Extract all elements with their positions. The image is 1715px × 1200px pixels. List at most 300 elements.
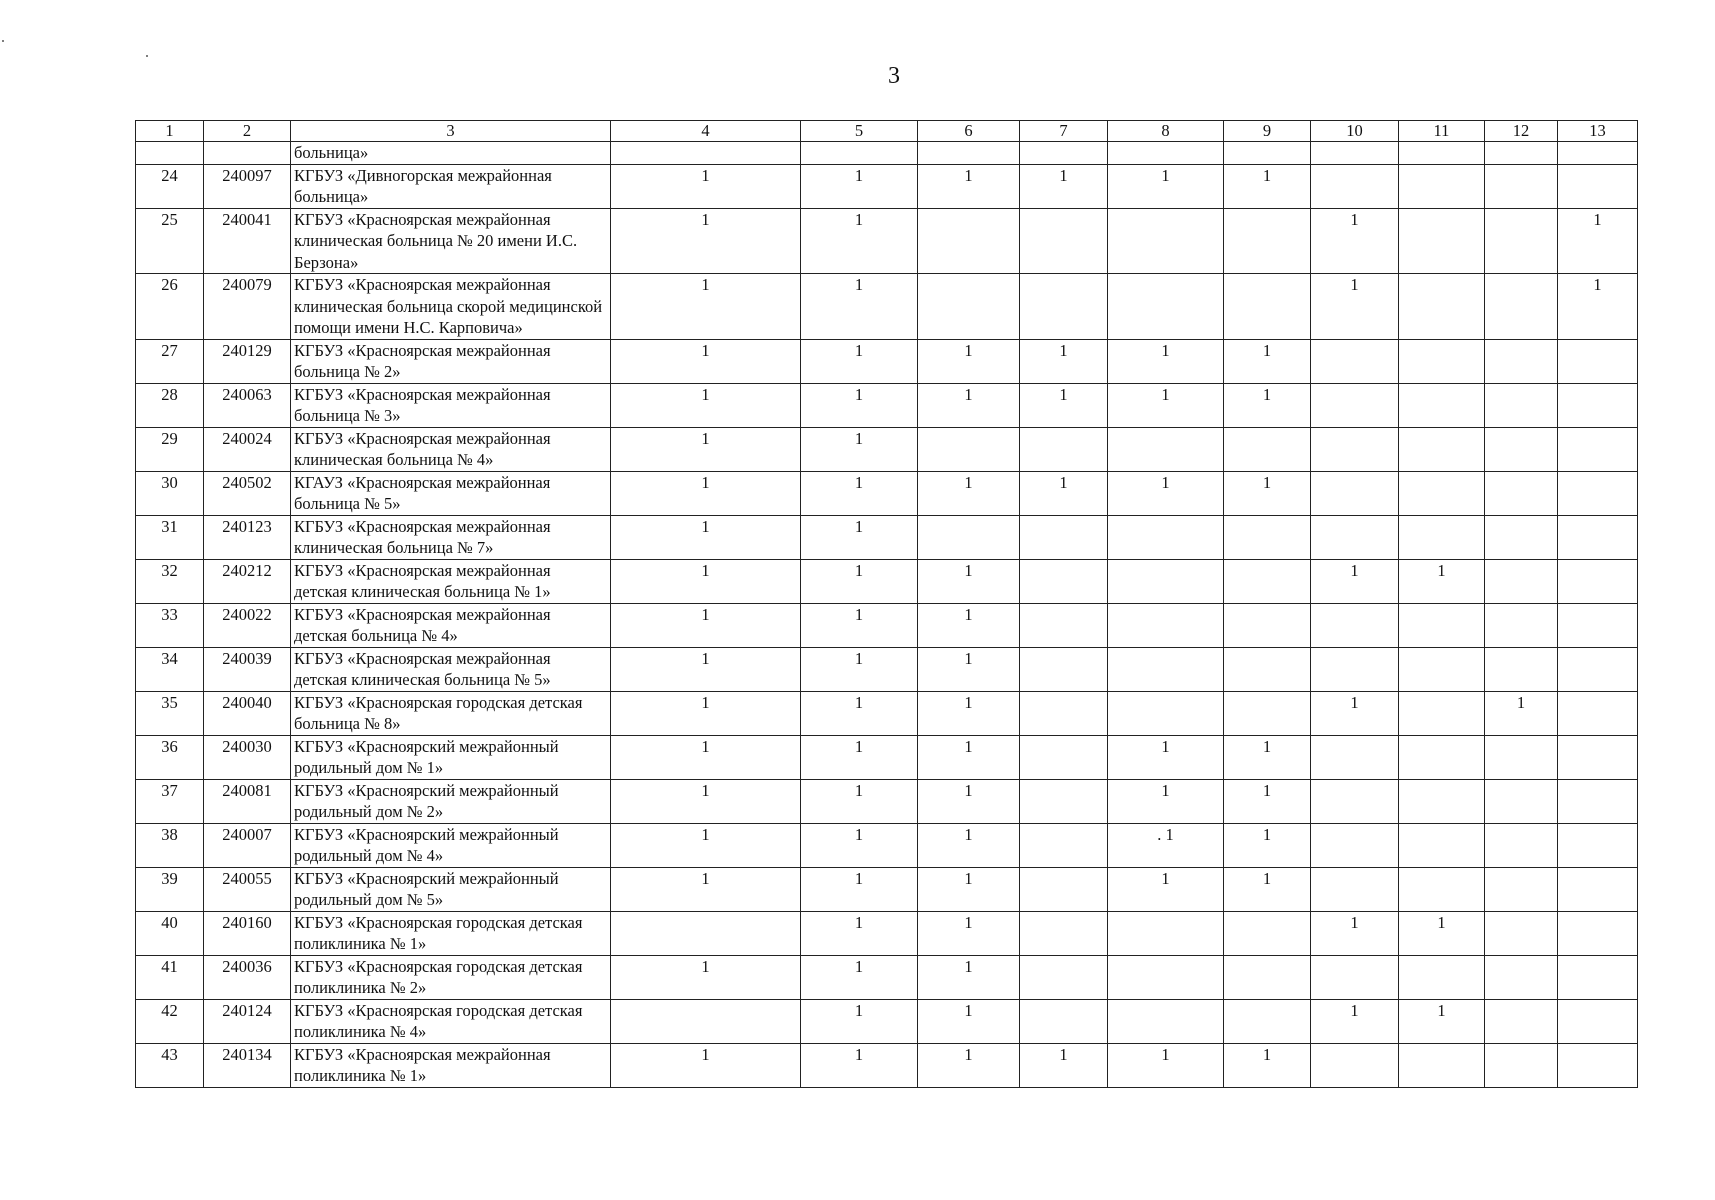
- flag-cell-col-4: [611, 911, 801, 955]
- column-header-9: 9: [1224, 121, 1311, 142]
- flag-cell-col-6: 1: [918, 339, 1020, 383]
- row-number: 33: [136, 603, 204, 647]
- flag-cell-col-13: [1558, 427, 1638, 471]
- flag-cell-col-8: [1108, 208, 1224, 274]
- flag-cell-col-5: 1: [801, 383, 918, 427]
- table-row: [136, 142, 1638, 165]
- flag-cell-col-8: 1: [1108, 164, 1224, 208]
- flag-cell-col-12: [1485, 735, 1558, 779]
- flag-cell-col-7: [1020, 603, 1108, 647]
- flag-cell-col-5: 1: [801, 208, 918, 274]
- flag-cell-col-5: 1: [801, 911, 918, 955]
- flag-cell-col-6: 1: [918, 955, 1020, 999]
- flag-cell-col-9: 1: [1224, 735, 1311, 779]
- flag-cell-col-7: [1020, 735, 1108, 779]
- flag-cell-col-12: [1485, 1043, 1558, 1087]
- column-header-11: 11: [1399, 121, 1485, 142]
- flag-cell-col-4: 1: [611, 208, 801, 274]
- flag-cell-col-11: [1399, 142, 1485, 165]
- flag-cell-col-4: 1: [611, 867, 801, 911]
- flag-cell-col-11: [1399, 603, 1485, 647]
- row-number: 27: [136, 339, 204, 383]
- organization-code: 240022: [204, 603, 291, 647]
- flag-cell-col-10: 1: [1311, 691, 1399, 735]
- organization-name: КГБУЗ «Красноярская межрайонная клиническая больница скорой медицинской помощи имени Н.С. Карповича»: [291, 274, 611, 340]
- row-number: 30: [136, 471, 204, 515]
- flag-cell-col-6: 1: [918, 383, 1020, 427]
- flag-cell-col-13: [1558, 867, 1638, 911]
- organization-code: 240007: [204, 823, 291, 867]
- flag-cell-col-10: 1: [1311, 208, 1399, 274]
- flag-cell-col-9: 1: [1224, 779, 1311, 823]
- flag-cell-col-10: [1311, 779, 1399, 823]
- row-number: 31: [136, 515, 204, 559]
- flag-cell-col-11: 1: [1399, 999, 1485, 1043]
- flag-cell-col-11: [1399, 691, 1485, 735]
- flag-cell-col-5: 1: [801, 274, 918, 340]
- flag-cell-col-9: [1224, 515, 1311, 559]
- flag-cell-col-11: 1: [1399, 559, 1485, 603]
- flag-cell-col-5: [801, 142, 918, 165]
- row-number: 41: [136, 955, 204, 999]
- table-row: [136, 955, 1638, 999]
- flag-cell-col-6: 1: [918, 779, 1020, 823]
- flag-cell-col-8: [1108, 427, 1224, 471]
- flag-cell-col-10: [1311, 603, 1399, 647]
- flag-cell-col-10: [1311, 164, 1399, 208]
- flag-cell-col-6: 1: [918, 603, 1020, 647]
- flag-cell-col-9: [1224, 603, 1311, 647]
- flag-cell-col-8: [1108, 647, 1224, 691]
- flag-cell-col-10: [1311, 867, 1399, 911]
- flag-cell-col-7: [1020, 823, 1108, 867]
- flag-cell-col-8: [1108, 142, 1224, 165]
- organization-name: КГБУЗ «Красноярский межрайонный родильный дом № 1»: [291, 735, 611, 779]
- organization-code: 240039: [204, 647, 291, 691]
- organization-code: 240040: [204, 691, 291, 735]
- flag-cell-col-7: [1020, 274, 1108, 340]
- flag-cell-col-8: 1: [1108, 867, 1224, 911]
- flag-cell-col-8: 1: [1108, 779, 1224, 823]
- flag-cell-col-9: [1224, 427, 1311, 471]
- flag-cell-col-11: [1399, 383, 1485, 427]
- flag-cell-col-5: 1: [801, 955, 918, 999]
- table-row: [136, 208, 1638, 274]
- flag-cell-col-6: [918, 427, 1020, 471]
- column-header-1: 1: [136, 121, 204, 142]
- flag-cell-col-7: [1020, 559, 1108, 603]
- flag-cell-col-11: [1399, 515, 1485, 559]
- table-row: [136, 515, 1638, 559]
- table-row: [136, 471, 1638, 515]
- column-header-12: 12: [1485, 121, 1558, 142]
- flag-cell-col-9: 1: [1224, 339, 1311, 383]
- flag-cell-col-7: [1020, 427, 1108, 471]
- organization-name: КГБУЗ «Красноярская межрайонная больница № 2»: [291, 339, 611, 383]
- organization-name: КГБУЗ «Красноярская межрайонная больница № 3»: [291, 383, 611, 427]
- column-header-6: 6: [918, 121, 1020, 142]
- table-row: [136, 735, 1638, 779]
- flag-cell-col-7: 1: [1020, 339, 1108, 383]
- flag-cell-col-5: 1: [801, 427, 918, 471]
- table-row: [136, 339, 1638, 383]
- flag-cell-col-10: [1311, 471, 1399, 515]
- flag-cell-col-7: 1: [1020, 471, 1108, 515]
- row-number: 32: [136, 559, 204, 603]
- flag-cell-col-8: . 1: [1108, 823, 1224, 867]
- flag-cell-col-13: [1558, 339, 1638, 383]
- organization-name: КГБУЗ «Красноярская городская детская поликлиника № 1»: [291, 911, 611, 955]
- row-number: 37: [136, 779, 204, 823]
- organization-name: КГБУЗ «Красноярский межрайонный родильный дом № 4»: [291, 823, 611, 867]
- organization-code: 240055: [204, 867, 291, 911]
- flag-cell-col-4: 1: [611, 691, 801, 735]
- table-header-row: [136, 121, 1638, 142]
- flag-cell-col-8: 1: [1108, 735, 1224, 779]
- flag-cell-col-4: 1: [611, 274, 801, 340]
- flag-cell-col-12: [1485, 274, 1558, 340]
- flag-cell-col-12: [1485, 559, 1558, 603]
- flag-cell-col-6: 1: [918, 647, 1020, 691]
- flag-cell-col-10: [1311, 735, 1399, 779]
- flag-cell-col-6: [918, 142, 1020, 165]
- organization-code: 240041: [204, 208, 291, 274]
- flag-cell-col-10: 1: [1311, 274, 1399, 340]
- flag-cell-col-4: 1: [611, 515, 801, 559]
- row-number: 28: [136, 383, 204, 427]
- organization-code: 240079: [204, 274, 291, 340]
- table-row: [136, 867, 1638, 911]
- page-number: 3: [888, 63, 900, 89]
- flag-cell-col-10: [1311, 1043, 1399, 1087]
- row-number: 39: [136, 867, 204, 911]
- column-header-3: 3: [291, 121, 611, 142]
- table-row: [136, 1043, 1638, 1087]
- flag-cell-col-10: [1311, 955, 1399, 999]
- flag-cell-col-5: 1: [801, 1043, 918, 1087]
- flag-cell-col-6: 1: [918, 559, 1020, 603]
- organization-name: КГБУЗ «Красноярская межрайонная детская клиническая больница № 1»: [291, 559, 611, 603]
- flag-cell-col-9: 1: [1224, 1043, 1311, 1087]
- row-number: 40: [136, 911, 204, 955]
- flag-cell-col-4: 1: [611, 955, 801, 999]
- organization-code: 240097: [204, 164, 291, 208]
- organization-code: 240081: [204, 779, 291, 823]
- flag-cell-col-13: [1558, 647, 1638, 691]
- flag-cell-col-9: [1224, 647, 1311, 691]
- column-header-13: 13: [1558, 121, 1638, 142]
- flag-cell-col-10: 1: [1311, 999, 1399, 1043]
- flag-cell-col-8: [1108, 603, 1224, 647]
- organization-code: 240030: [204, 735, 291, 779]
- row-number: [136, 142, 204, 165]
- flag-cell-col-11: 1: [1399, 911, 1485, 955]
- flag-cell-col-11: [1399, 339, 1485, 383]
- flag-cell-col-7: 1: [1020, 1043, 1108, 1087]
- flag-cell-col-11: [1399, 647, 1485, 691]
- flag-cell-col-10: [1311, 427, 1399, 471]
- flag-cell-col-4: 1: [611, 603, 801, 647]
- flag-cell-col-10: 1: [1311, 911, 1399, 955]
- flag-cell-col-9: 1: [1224, 164, 1311, 208]
- flag-cell-col-12: [1485, 427, 1558, 471]
- flag-cell-col-5: 1: [801, 823, 918, 867]
- flag-cell-col-10: [1311, 647, 1399, 691]
- flag-cell-col-7: [1020, 647, 1108, 691]
- organization-name: больница»: [291, 142, 611, 165]
- flag-cell-col-9: 1: [1224, 867, 1311, 911]
- flag-cell-col-9: [1224, 559, 1311, 603]
- flag-cell-col-6: 1: [918, 867, 1020, 911]
- flag-cell-col-6: 1: [918, 823, 1020, 867]
- flag-cell-col-7: [1020, 867, 1108, 911]
- flag-cell-col-12: [1485, 164, 1558, 208]
- organization-code: 240124: [204, 999, 291, 1043]
- flag-cell-col-4: [611, 142, 801, 165]
- flag-cell-col-4: 1: [611, 471, 801, 515]
- table-row: [136, 911, 1638, 955]
- flag-cell-col-4: 1: [611, 427, 801, 471]
- flag-cell-col-8: [1108, 691, 1224, 735]
- organization-name: КГБУЗ «Красноярская городская детская поликлиника № 2»: [291, 955, 611, 999]
- organization-name: КГБУЗ «Красноярская межрайонная клиническая больница № 20 имени И.С. Берзона»: [291, 208, 611, 274]
- flag-cell-col-7: [1020, 779, 1108, 823]
- flag-cell-col-8: [1108, 559, 1224, 603]
- column-header-7: 7: [1020, 121, 1108, 142]
- flag-cell-col-12: [1485, 823, 1558, 867]
- organization-code: 240024: [204, 427, 291, 471]
- flag-cell-col-8: 1: [1108, 471, 1224, 515]
- table-row: [136, 274, 1638, 340]
- flag-cell-col-4: 1: [611, 164, 801, 208]
- flag-cell-col-4: 1: [611, 559, 801, 603]
- organization-code: 240036: [204, 955, 291, 999]
- organization-name: КГБУЗ «Красноярская межрайонная детская больница № 4»: [291, 603, 611, 647]
- flag-cell-col-5: 1: [801, 735, 918, 779]
- flag-cell-col-4: 1: [611, 383, 801, 427]
- flag-cell-col-8: 1: [1108, 339, 1224, 383]
- table-row: [136, 383, 1638, 427]
- flag-cell-col-5: 1: [801, 339, 918, 383]
- flag-cell-col-13: [1558, 471, 1638, 515]
- flag-cell-col-7: [1020, 208, 1108, 274]
- flag-cell-col-6: [918, 515, 1020, 559]
- flag-cell-col-4: [611, 999, 801, 1043]
- flag-cell-col-6: 1: [918, 735, 1020, 779]
- organization-name: КГБУЗ «Красноярская городская детская поликлиника № 4»: [291, 999, 611, 1043]
- flag-cell-col-13: [1558, 383, 1638, 427]
- table-row: [136, 164, 1638, 208]
- flag-cell-col-4: 1: [611, 1043, 801, 1087]
- flag-cell-col-9: [1224, 691, 1311, 735]
- flag-cell-col-11: [1399, 164, 1485, 208]
- flag-cell-col-5: 1: [801, 164, 918, 208]
- organization-name: КГБУЗ «Красноярская городская детская больница № 8»: [291, 691, 611, 735]
- flag-cell-col-13: 1: [1558, 274, 1638, 340]
- flag-cell-col-4: 1: [611, 823, 801, 867]
- flag-cell-col-6: 1: [918, 1043, 1020, 1087]
- flag-cell-col-13: [1558, 164, 1638, 208]
- table-row: [136, 779, 1638, 823]
- register-table: [135, 120, 1638, 1088]
- flag-cell-col-13: [1558, 142, 1638, 165]
- row-number: 34: [136, 647, 204, 691]
- flag-cell-col-13: [1558, 691, 1638, 735]
- flag-cell-col-5: 1: [801, 471, 918, 515]
- row-number: 26: [136, 274, 204, 340]
- row-number: 38: [136, 823, 204, 867]
- flag-cell-col-11: [1399, 274, 1485, 340]
- organization-name: КГБУЗ «Дивногорская межрайонная больница»: [291, 164, 611, 208]
- flag-cell-col-8: [1108, 515, 1224, 559]
- flag-cell-col-8: [1108, 999, 1224, 1043]
- flag-cell-col-11: [1399, 208, 1485, 274]
- row-number: 25: [136, 208, 204, 274]
- flag-cell-col-8: 1: [1108, 1043, 1224, 1087]
- scan-speck: [2, 40, 4, 42]
- table-row: [136, 999, 1638, 1043]
- row-number: 42: [136, 999, 204, 1043]
- flag-cell-col-10: [1311, 515, 1399, 559]
- row-number: 36: [136, 735, 204, 779]
- flag-cell-col-6: [918, 274, 1020, 340]
- flag-cell-col-11: [1399, 471, 1485, 515]
- organization-code: 240502: [204, 471, 291, 515]
- flag-cell-col-13: [1558, 955, 1638, 999]
- flag-cell-col-13: [1558, 735, 1638, 779]
- flag-cell-col-12: 1: [1485, 691, 1558, 735]
- flag-cell-col-6: 1: [918, 471, 1020, 515]
- flag-cell-col-13: [1558, 559, 1638, 603]
- row-number: 43: [136, 1043, 204, 1087]
- organization-name: КГБУЗ «Красноярская межрайонная клиническая больница № 7»: [291, 515, 611, 559]
- row-number: 35: [136, 691, 204, 735]
- table-row: [136, 603, 1638, 647]
- organization-name: КГБУЗ «Красноярская межрайонная поликлиника № 1»: [291, 1043, 611, 1087]
- flag-cell-col-5: 1: [801, 691, 918, 735]
- organization-code: [204, 142, 291, 165]
- organization-name: КГБУЗ «Красноярский межрайонный родильный дом № 5»: [291, 867, 611, 911]
- flag-cell-col-13: 1: [1558, 208, 1638, 274]
- flag-cell-col-7: [1020, 691, 1108, 735]
- flag-cell-col-6: 1: [918, 999, 1020, 1043]
- flag-cell-col-6: 1: [918, 911, 1020, 955]
- organization-code: 240129: [204, 339, 291, 383]
- flag-cell-col-13: [1558, 1043, 1638, 1087]
- flag-cell-col-4: 1: [611, 647, 801, 691]
- table-row: [136, 559, 1638, 603]
- flag-cell-col-10: [1311, 339, 1399, 383]
- flag-cell-col-7: [1020, 955, 1108, 999]
- flag-cell-col-11: [1399, 867, 1485, 911]
- flag-cell-col-12: [1485, 471, 1558, 515]
- flag-cell-col-5: 1: [801, 559, 918, 603]
- flag-cell-col-7: [1020, 999, 1108, 1043]
- organization-name: КГБУЗ «Красноярский межрайонный родильный дом № 2»: [291, 779, 611, 823]
- table-row: [136, 691, 1638, 735]
- flag-cell-col-13: [1558, 911, 1638, 955]
- column-header-4: 4: [611, 121, 801, 142]
- flag-cell-col-6: 1: [918, 691, 1020, 735]
- flag-cell-col-8: [1108, 274, 1224, 340]
- table-row: [136, 427, 1638, 471]
- flag-cell-col-12: [1485, 208, 1558, 274]
- flag-cell-col-8: 1: [1108, 383, 1224, 427]
- flag-cell-col-12: [1485, 867, 1558, 911]
- organization-name: КГАУЗ «Красноярская межрайонная больница № 5»: [291, 471, 611, 515]
- organization-code: 240123: [204, 515, 291, 559]
- flag-cell-col-4: 1: [611, 779, 801, 823]
- flag-cell-col-12: [1485, 955, 1558, 999]
- flag-cell-col-5: 1: [801, 867, 918, 911]
- flag-cell-col-5: 1: [801, 647, 918, 691]
- row-number: 24: [136, 164, 204, 208]
- flag-cell-col-8: [1108, 955, 1224, 999]
- flag-cell-col-6: [918, 208, 1020, 274]
- flag-cell-col-7: 1: [1020, 164, 1108, 208]
- scan-speck: [146, 55, 148, 57]
- flag-cell-col-9: [1224, 911, 1311, 955]
- flag-cell-col-12: [1485, 142, 1558, 165]
- flag-cell-col-12: [1485, 779, 1558, 823]
- flag-cell-col-5: 1: [801, 779, 918, 823]
- flag-cell-col-13: [1558, 779, 1638, 823]
- flag-cell-col-13: [1558, 823, 1638, 867]
- flag-cell-col-11: [1399, 735, 1485, 779]
- flag-cell-col-11: [1399, 955, 1485, 999]
- flag-cell-col-9: 1: [1224, 383, 1311, 427]
- flag-cell-col-10: [1311, 142, 1399, 165]
- flag-cell-col-9: [1224, 142, 1311, 165]
- flag-cell-col-8: [1108, 911, 1224, 955]
- flag-cell-col-7: [1020, 142, 1108, 165]
- flag-cell-col-9: [1224, 955, 1311, 999]
- flag-cell-col-5: 1: [801, 603, 918, 647]
- row-number: 29: [136, 427, 204, 471]
- column-header-5: 5: [801, 121, 918, 142]
- flag-cell-col-5: 1: [801, 515, 918, 559]
- flag-cell-col-6: 1: [918, 164, 1020, 208]
- flag-cell-col-12: [1485, 339, 1558, 383]
- flag-cell-col-11: [1399, 1043, 1485, 1087]
- flag-cell-col-12: [1485, 647, 1558, 691]
- flag-cell-col-9: [1224, 999, 1311, 1043]
- column-header-8: 8: [1108, 121, 1224, 142]
- column-header-10: 10: [1311, 121, 1399, 142]
- flag-cell-col-9: [1224, 274, 1311, 340]
- table-row: [136, 823, 1638, 867]
- flag-cell-col-7: 1: [1020, 383, 1108, 427]
- flag-cell-col-13: [1558, 515, 1638, 559]
- flag-cell-col-12: [1485, 911, 1558, 955]
- column-header-2: 2: [204, 121, 291, 142]
- flag-cell-col-4: 1: [611, 735, 801, 779]
- organization-code: 240212: [204, 559, 291, 603]
- flag-cell-col-9: [1224, 208, 1311, 274]
- organization-code: 240063: [204, 383, 291, 427]
- flag-cell-col-13: [1558, 999, 1638, 1043]
- flag-cell-col-9: 1: [1224, 823, 1311, 867]
- organization-code: 240160: [204, 911, 291, 955]
- flag-cell-col-9: 1: [1224, 471, 1311, 515]
- flag-cell-col-12: [1485, 603, 1558, 647]
- flag-cell-col-10: 1: [1311, 559, 1399, 603]
- flag-cell-col-13: [1558, 603, 1638, 647]
- organization-name: КГБУЗ «Красноярская межрайонная клиническая больница № 4»: [291, 427, 611, 471]
- flag-cell-col-7: [1020, 911, 1108, 955]
- flag-cell-col-10: [1311, 383, 1399, 427]
- table-row: [136, 647, 1638, 691]
